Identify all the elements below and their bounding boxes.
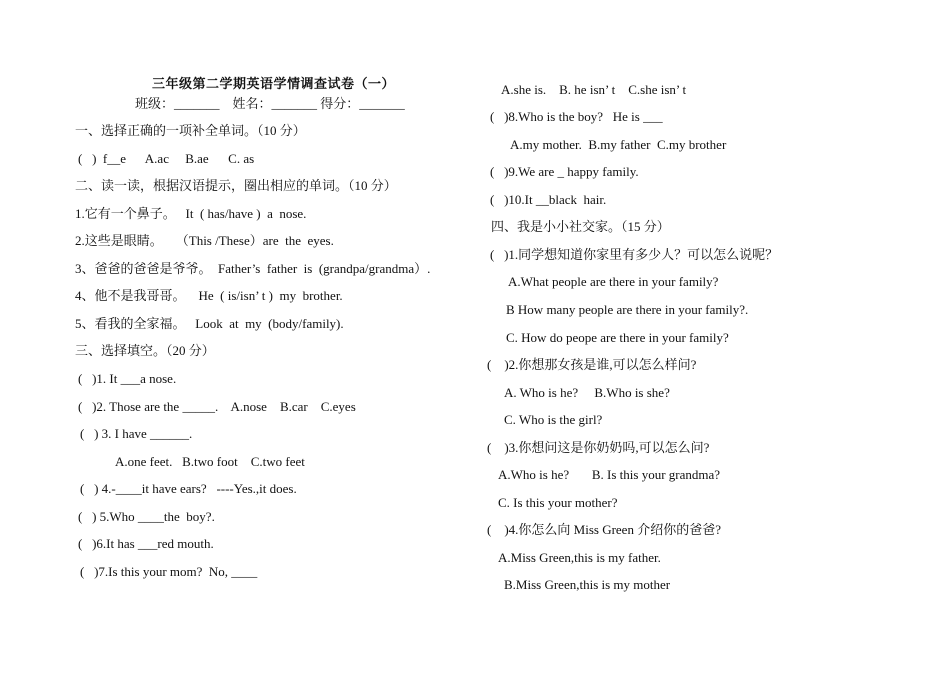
question-item: ( ) 5.Who ____the boy?. — [78, 509, 215, 524]
question-item: ( )1. It ___a nose. — [78, 371, 177, 386]
section-3-heading: 三、选择填空。（20 分） — [75, 343, 215, 358]
question-item: ( )3.你想问这是你奶奶吗,可以怎么问? — [487, 440, 710, 455]
answer-option: C. How do peope are there in your family? — [506, 330, 729, 345]
question-item: ( ) 4.-____it have ears? ----Yes.,it does. — [80, 481, 297, 496]
student-info-line: 班级：_______ 姓名：_______ 得分：_______ — [135, 96, 405, 111]
section-4-heading: 四、我是小小社交家。（15 分） — [491, 219, 670, 234]
question-item: 1.它有一个鼻子。 It ( has/have ) a nose. — [75, 206, 307, 221]
answer-option: B How many people are there in your family?. — [506, 302, 749, 317]
answer-options: A.my mother. B.my father C.my brother — [510, 137, 727, 152]
section-2-heading: 二、读一读，根据汉语提示，圈出相应的单词。（10 分） — [75, 178, 397, 193]
question-item: ( )6.It has ___red mouth. — [78, 536, 214, 551]
question-item: 5、看我的全家福。 Look at my (body/family). — [75, 316, 344, 331]
question-item: ( )7.Is this your mom? No, ____ — [80, 564, 258, 579]
question-item: ( )1.同学想知道你家里有多少人？可以怎么说呢？ — [490, 247, 779, 262]
question-item: ( )10.It __black hair. — [490, 192, 607, 207]
answer-option: C. Is this your mother? — [498, 495, 618, 510]
answer-options: A. Who is he? B.Who is she? — [504, 385, 670, 400]
question-item: 2.这些是眼睛。 （This /These）are the eyes. — [75, 233, 334, 248]
question-item: ( ) 3. I have ______. — [80, 426, 193, 441]
section-1-heading: 一、选择正确的一项补全单词。（10 分） — [75, 123, 306, 138]
question-item: ( )4.你怎么向 Miss Green 介绍你的爸爸? — [487, 522, 721, 537]
question-item: ( )2.你想那女孩是谁,可以怎么样问? — [487, 357, 697, 372]
question-item: ( )8.Who is the boy? He is ___ — [490, 109, 663, 124]
question-item: ( )2. Those are the _____. A.nose B.car C.eyes — [78, 399, 356, 414]
answer-options: A.one feet. B.two foot C.two feet — [115, 454, 305, 469]
answer-options: A.Who is he? B. Is this your grandma? — [498, 467, 721, 482]
answer-option: B.Miss Green,this is my mother — [504, 577, 671, 592]
answer-option: A.Miss Green,this is my father. — [498, 550, 661, 565]
answer-option: C. Who is the girl? — [504, 412, 603, 427]
page-title: 三年级第二学期英语学情调查试卷（一） — [152, 76, 396, 91]
question-item: 4、他不是我哥哥。 He ( is/isn’ t ) my brother. — [75, 288, 343, 303]
answer-option: A.What people are there in your family? — [508, 274, 719, 289]
question-item: ( ) f__e A.ac B.ae C. as — [78, 151, 255, 166]
question-item: ( )9.We are _ happy family. — [490, 164, 639, 179]
answer-options: A.she is. B. he isn’ t C.she isn’ t — [501, 82, 687, 97]
question-item: 3、爸爸的爸爸是爷爷。 Father’s father is (grandpa/grandma）. — [75, 261, 431, 276]
